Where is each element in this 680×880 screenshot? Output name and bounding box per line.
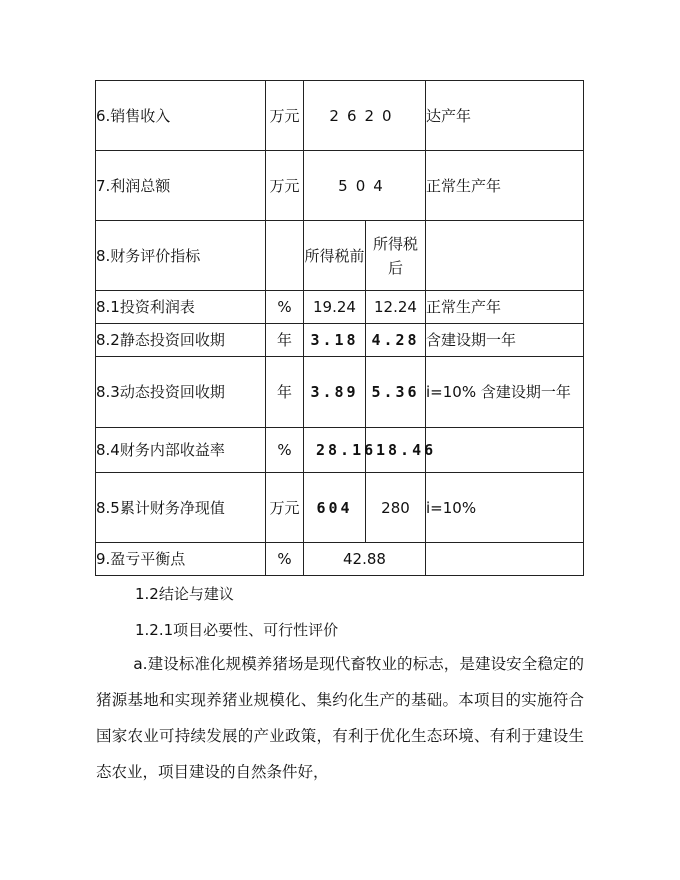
table-row [96, 291, 584, 324]
table-row [96, 428, 584, 473]
row-name: 8.2静态投资回收期 [96, 324, 266, 357]
row-name: 8.1投资利润表 [96, 291, 266, 324]
row-unit: 万元 [266, 473, 304, 543]
body-paragraph [96, 646, 584, 790]
pretax-value: 3.18 [304, 324, 366, 357]
row-value: 42.88 [304, 543, 426, 576]
subsection-heading: 1.2.1项目必要性、可行性评价 [135, 621, 339, 639]
row-name: 9.盈亏平衡点 [96, 543, 266, 576]
table-row [96, 324, 584, 357]
table-row [96, 221, 584, 291]
pretax-header: 所得税前 [304, 221, 366, 291]
row-note: i=10% 含建设期一年 [426, 357, 584, 428]
posttax-value: 4.28 [366, 324, 426, 357]
row-unit: % [266, 543, 304, 576]
row-unit: 万元 [266, 81, 304, 151]
financial-indicator-table [95, 80, 584, 576]
posttax-value: 18.46 [366, 428, 426, 473]
pretax-value: 3.89 [304, 357, 366, 428]
row-note: 达产年 [426, 81, 584, 151]
pretax-value: 604 [304, 473, 366, 543]
table-row [96, 357, 584, 428]
posttax-value: 280 [366, 473, 426, 543]
posttax-header: 所得税后 [366, 221, 426, 291]
row-name: 8.财务评价指标 [96, 221, 266, 291]
row-name: 7.利润总额 [96, 151, 266, 221]
row-name: 6.销售收入 [96, 81, 266, 151]
paragraph-text: a.建设标准化规模养猪场是现代畜牧业的标志，是建设安全稳定的猪源基地和实现养猪业规模化、集约化生产的基础。本项目的实施符合国家农业可持续发展的产业政策，有利于优化生态环境、有利于建设生态农业，项目建设的自然条件好， [96, 655, 584, 781]
row-note [426, 221, 584, 291]
row-note [426, 428, 584, 473]
row-unit: % [266, 291, 304, 324]
table-row [96, 473, 584, 543]
row-note: i=10% [426, 473, 584, 543]
table-row [96, 151, 584, 221]
row-unit: 万元 [266, 151, 304, 221]
posttax-value: 12.24 [366, 291, 426, 324]
row-value: 504 [304, 151, 426, 221]
row-unit: 年 [266, 324, 304, 357]
row-name: 8.4财务内部收益率 [96, 428, 266, 473]
row-note: 含建设期一年 [426, 324, 584, 357]
row-unit: % [266, 428, 304, 473]
table-row [96, 543, 584, 576]
pretax-value: 19.24 [304, 291, 366, 324]
posttax-value: 5.36 [366, 357, 426, 428]
section-heading: 1.2结论与建议 [135, 585, 234, 603]
row-value: 2620 [304, 81, 426, 151]
row-unit [266, 221, 304, 291]
row-name: 8.5累计财务净现值 [96, 473, 266, 543]
pretax-value: 28.16 [304, 428, 366, 473]
table-row [96, 81, 584, 151]
row-note: 正常生产年 [426, 291, 584, 324]
row-unit: 年 [266, 357, 304, 428]
row-note: 正常生产年 [426, 151, 584, 221]
row-name: 8.3动态投资回收期 [96, 357, 266, 428]
row-note [426, 543, 584, 576]
